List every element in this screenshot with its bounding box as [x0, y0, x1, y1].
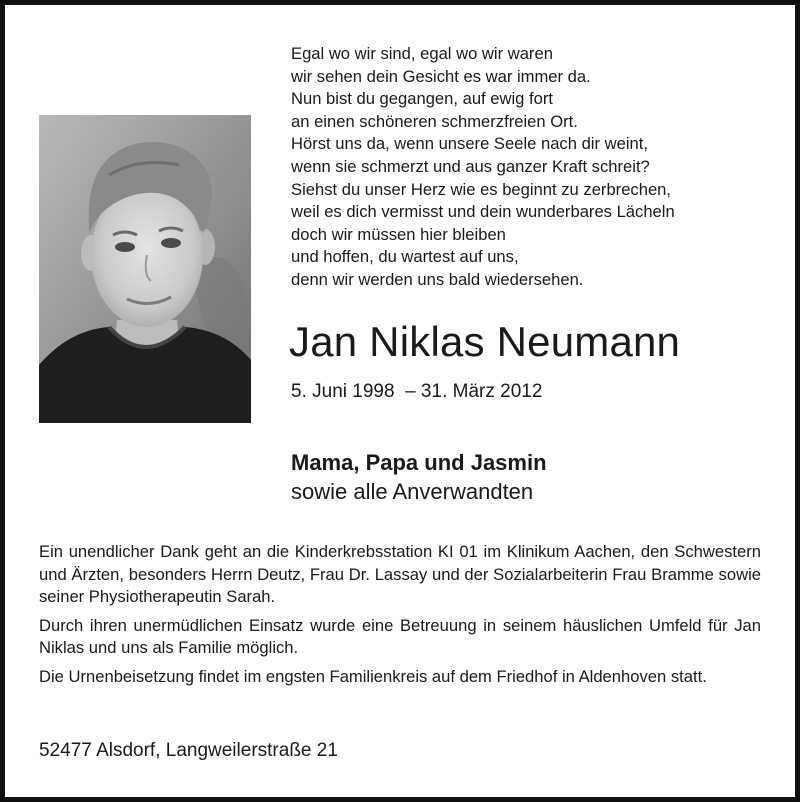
deceased-name: Jan Niklas Neumann: [289, 318, 681, 365]
poem-line: weil es dich vermisst und dein wunderbares Lächeln: [291, 202, 675, 222]
poem-line: denn wir werden uns bald wiedersehen.: [291, 269, 584, 289]
thanks-paragraph: Ein unendlicher Dank geht an die Kinderkrebsstation KI 01 im Klinikum Aachen, den Schwestern und Ärzten, besonders Herrn Deutz, Frau Dr. Lassay und der Sozialarbeiterin Frau Bramme sowie seiner Physiotherapeutin Sarah.: [39, 542, 761, 607]
poem-line: Siehst du unser Herz wie es beginnt zu zerbrechen,: [291, 179, 672, 199]
mourners-family: Mama, Papa und Jasmin: [291, 450, 547, 475]
burial-paragraph: Die Urnenbeisetzung findet im engsten Familienkreis auf dem Friedhof in Aldenhoven statt.: [39, 666, 707, 686]
poem-line: wir sehen dein Gesicht es war immer da.: [291, 66, 591, 86]
poem-line: doch wir müssen hier bleiben: [291, 224, 506, 244]
poem-line: und hoffen, du wartest auf uns,: [291, 247, 519, 267]
poem: [291, 43, 771, 292]
poem-line: Nun bist du gegangen, auf ewig fort: [291, 89, 553, 109]
care-paragraph: Durch ihren unermüdlichen Einsatz wurde eine Betreuung in seinem häuslichen Umfeld für Jan Niklas und uns als Familie möglich.: [39, 615, 761, 658]
poem-line: wenn sie schmerzt und aus ganzer Kraft schreit?: [291, 156, 650, 176]
poem-line: Hörst uns da, wenn unsere Seele nach dir weint,: [291, 134, 648, 154]
poem-line: Egal wo wir sind, egal wo wir waren: [291, 44, 553, 63]
portrait-photo: [39, 115, 251, 423]
poem-line: an einen schöneren schmerzfreien Ort.: [291, 111, 578, 131]
notice-body: [39, 541, 761, 695]
mourners-relatives: sowie alle Anverwandten: [291, 479, 534, 504]
life-dates: 5. Juni 1998 – 31. März 2012: [291, 381, 543, 402]
family-address: 52477 Alsdorf, Langweilerstraße 21: [39, 740, 338, 761]
